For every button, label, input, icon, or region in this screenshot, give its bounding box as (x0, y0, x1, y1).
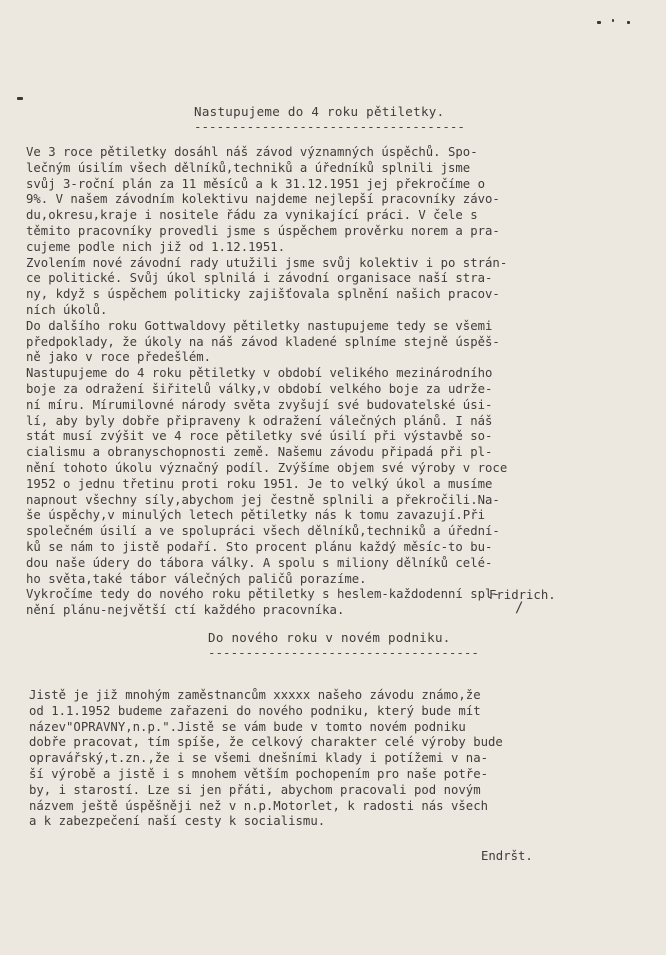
body-line: svůj 3-roční plán za 11 měsíců a k 31.12.1951 jej překročíme o (26, 176, 486, 191)
body-line: ho světa,také tábor válečných paličů porazíme. (26, 571, 367, 586)
body-line: Ve 3 roce pětiletky dosáhl náš závod významných úspěchů. Spo- (26, 145, 478, 159)
article-body-1 (26, 145, 507, 619)
body-line: Jistě je již mnohým zaměstnancům xxxxx našeho závodu známo,že (29, 688, 481, 702)
article-body-2 (29, 688, 503, 830)
body-line: nění plánu-největší ctí každého pracovníka. (26, 603, 345, 618)
body-line: cujeme podle nich již od 1.12.1951. (26, 239, 286, 254)
body-line: 1952 o jednu třetinu proti roku 1951. Je to velký úkol a musíme (26, 476, 493, 491)
body-line: by, i starostí. Lze si jen přáti, abychom pracovali pod novým (29, 782, 481, 797)
body-line: du,okresu,kraje i nositele řádu za vynikající práci. V čele s (26, 208, 478, 223)
body-line: nění tohoto úkolu význačný podíl. Zvýšíme objem své výroby v roce (26, 460, 508, 475)
body-line: dou naše údery do tábora války. A spolu s miliony dělníků celé- (26, 555, 493, 570)
body-line: těmito pracovníky provedli jsme s úspěchem prověrku norem a pra- (26, 223, 500, 238)
body-line: cialismu a obranyschopnosti země. Našemu závodu připadá při pl- (26, 445, 493, 460)
page-mark (612, 19, 614, 22)
page-mark (597, 21, 601, 24)
body-line: lí, aby byly dobře připraveny k odražení válečných plánů. I náš (26, 413, 493, 428)
body-line: předpoklady, že úkoly na náš závod kladené splníme stejně úspěš- (26, 334, 500, 349)
body-line: stát musí zvýšit ve 4 roce pětiletky své úsilí při výstavbě so- (26, 429, 493, 444)
body-line: od 1.1.1952 budeme zařazeni do nového podniku, který bude mít (29, 703, 481, 718)
body-line: a k zabezpečení naší cesty k socialismu. (29, 814, 326, 829)
body-line: Zvolením nové závodní rady utužili jsme svůj kolektiv i po strán- (26, 255, 508, 270)
body-line: ní míru. Mírumilovné národy světa zvyšují své budovatelské úsi- (26, 397, 493, 412)
body-line: ce politické. Svůj úkol splnilá i závodní organisace naší stra- (26, 271, 493, 286)
body-line: lečným úsilím všech dělníků,techniků a úředníků splnili jsme (26, 160, 471, 175)
page-mark (627, 21, 630, 24)
signature-1: Fridrich. (489, 588, 556, 602)
body-line: název"OPRAVNY,n.p.".Jistě se vám bude v tomto novém podniku (29, 719, 466, 734)
article-title-2: Do nového roku v novém podniku. (208, 630, 451, 645)
signature-2: Endršt. (481, 849, 533, 863)
body-line: še úspěchy,v minulých letech pětiletky nás k tomu zavazují.Při (26, 508, 486, 523)
body-line: dobře pracovat, tím spíše, že celkový charakter celé výroby bude (29, 735, 503, 750)
body-line: ny, když s úspěchem politicky zajišťovala splnění našich pracov- (26, 287, 500, 302)
body-line: společném úsilí a ve spolupráci všech dělníků,techniků a úřední- (26, 524, 500, 539)
body-line: 9%. V našem závodním kolektivu najdeme nejlepší pracovníky závo- (26, 192, 500, 207)
title-underline-1: ------------------------------------ (194, 123, 465, 131)
body-line: Vykročíme tedy do nového roku pětiletky s heslem-každodenní spl- (26, 587, 500, 602)
body-line: ků se nám to jistě podaří. Sto procent plánu každý měsíc-to bu- (26, 539, 493, 554)
body-line: boje za odražení šiřitelů války,v období velkého boje za udrže- (26, 381, 493, 396)
body-line: ší výrobě a jistě i s mnohem větším pochopením pro naše potře- (29, 766, 489, 781)
body-line: Do dalšího roku Gottwaldovy pětiletky nastupujeme tedy se všemi (26, 318, 493, 333)
body-line: Nastupujeme do 4 roku pětiletky v období velikého mezinárodního (26, 366, 493, 381)
body-line: opravářský,t.zn.,že i se všemi dnešními klady i potížemi v na- (29, 751, 489, 766)
body-line: napnout všechny síly,abychom jej čestně splnili a překročili.Na- (26, 492, 500, 507)
page-mark (17, 97, 23, 100)
signature-mark: / (515, 600, 524, 616)
body-line: názvem ještě úspěšněji než v n.p.Motorlet, k radosti nás všech (29, 798, 489, 813)
body-line: ně jako v roce předešlém. (26, 350, 212, 365)
title-underline-2: ------------------------------------ (208, 649, 479, 657)
body-line: ních úkolů. (26, 302, 108, 317)
article-title-1: Nastupujeme do 4 roku pětiletky. (194, 104, 445, 119)
